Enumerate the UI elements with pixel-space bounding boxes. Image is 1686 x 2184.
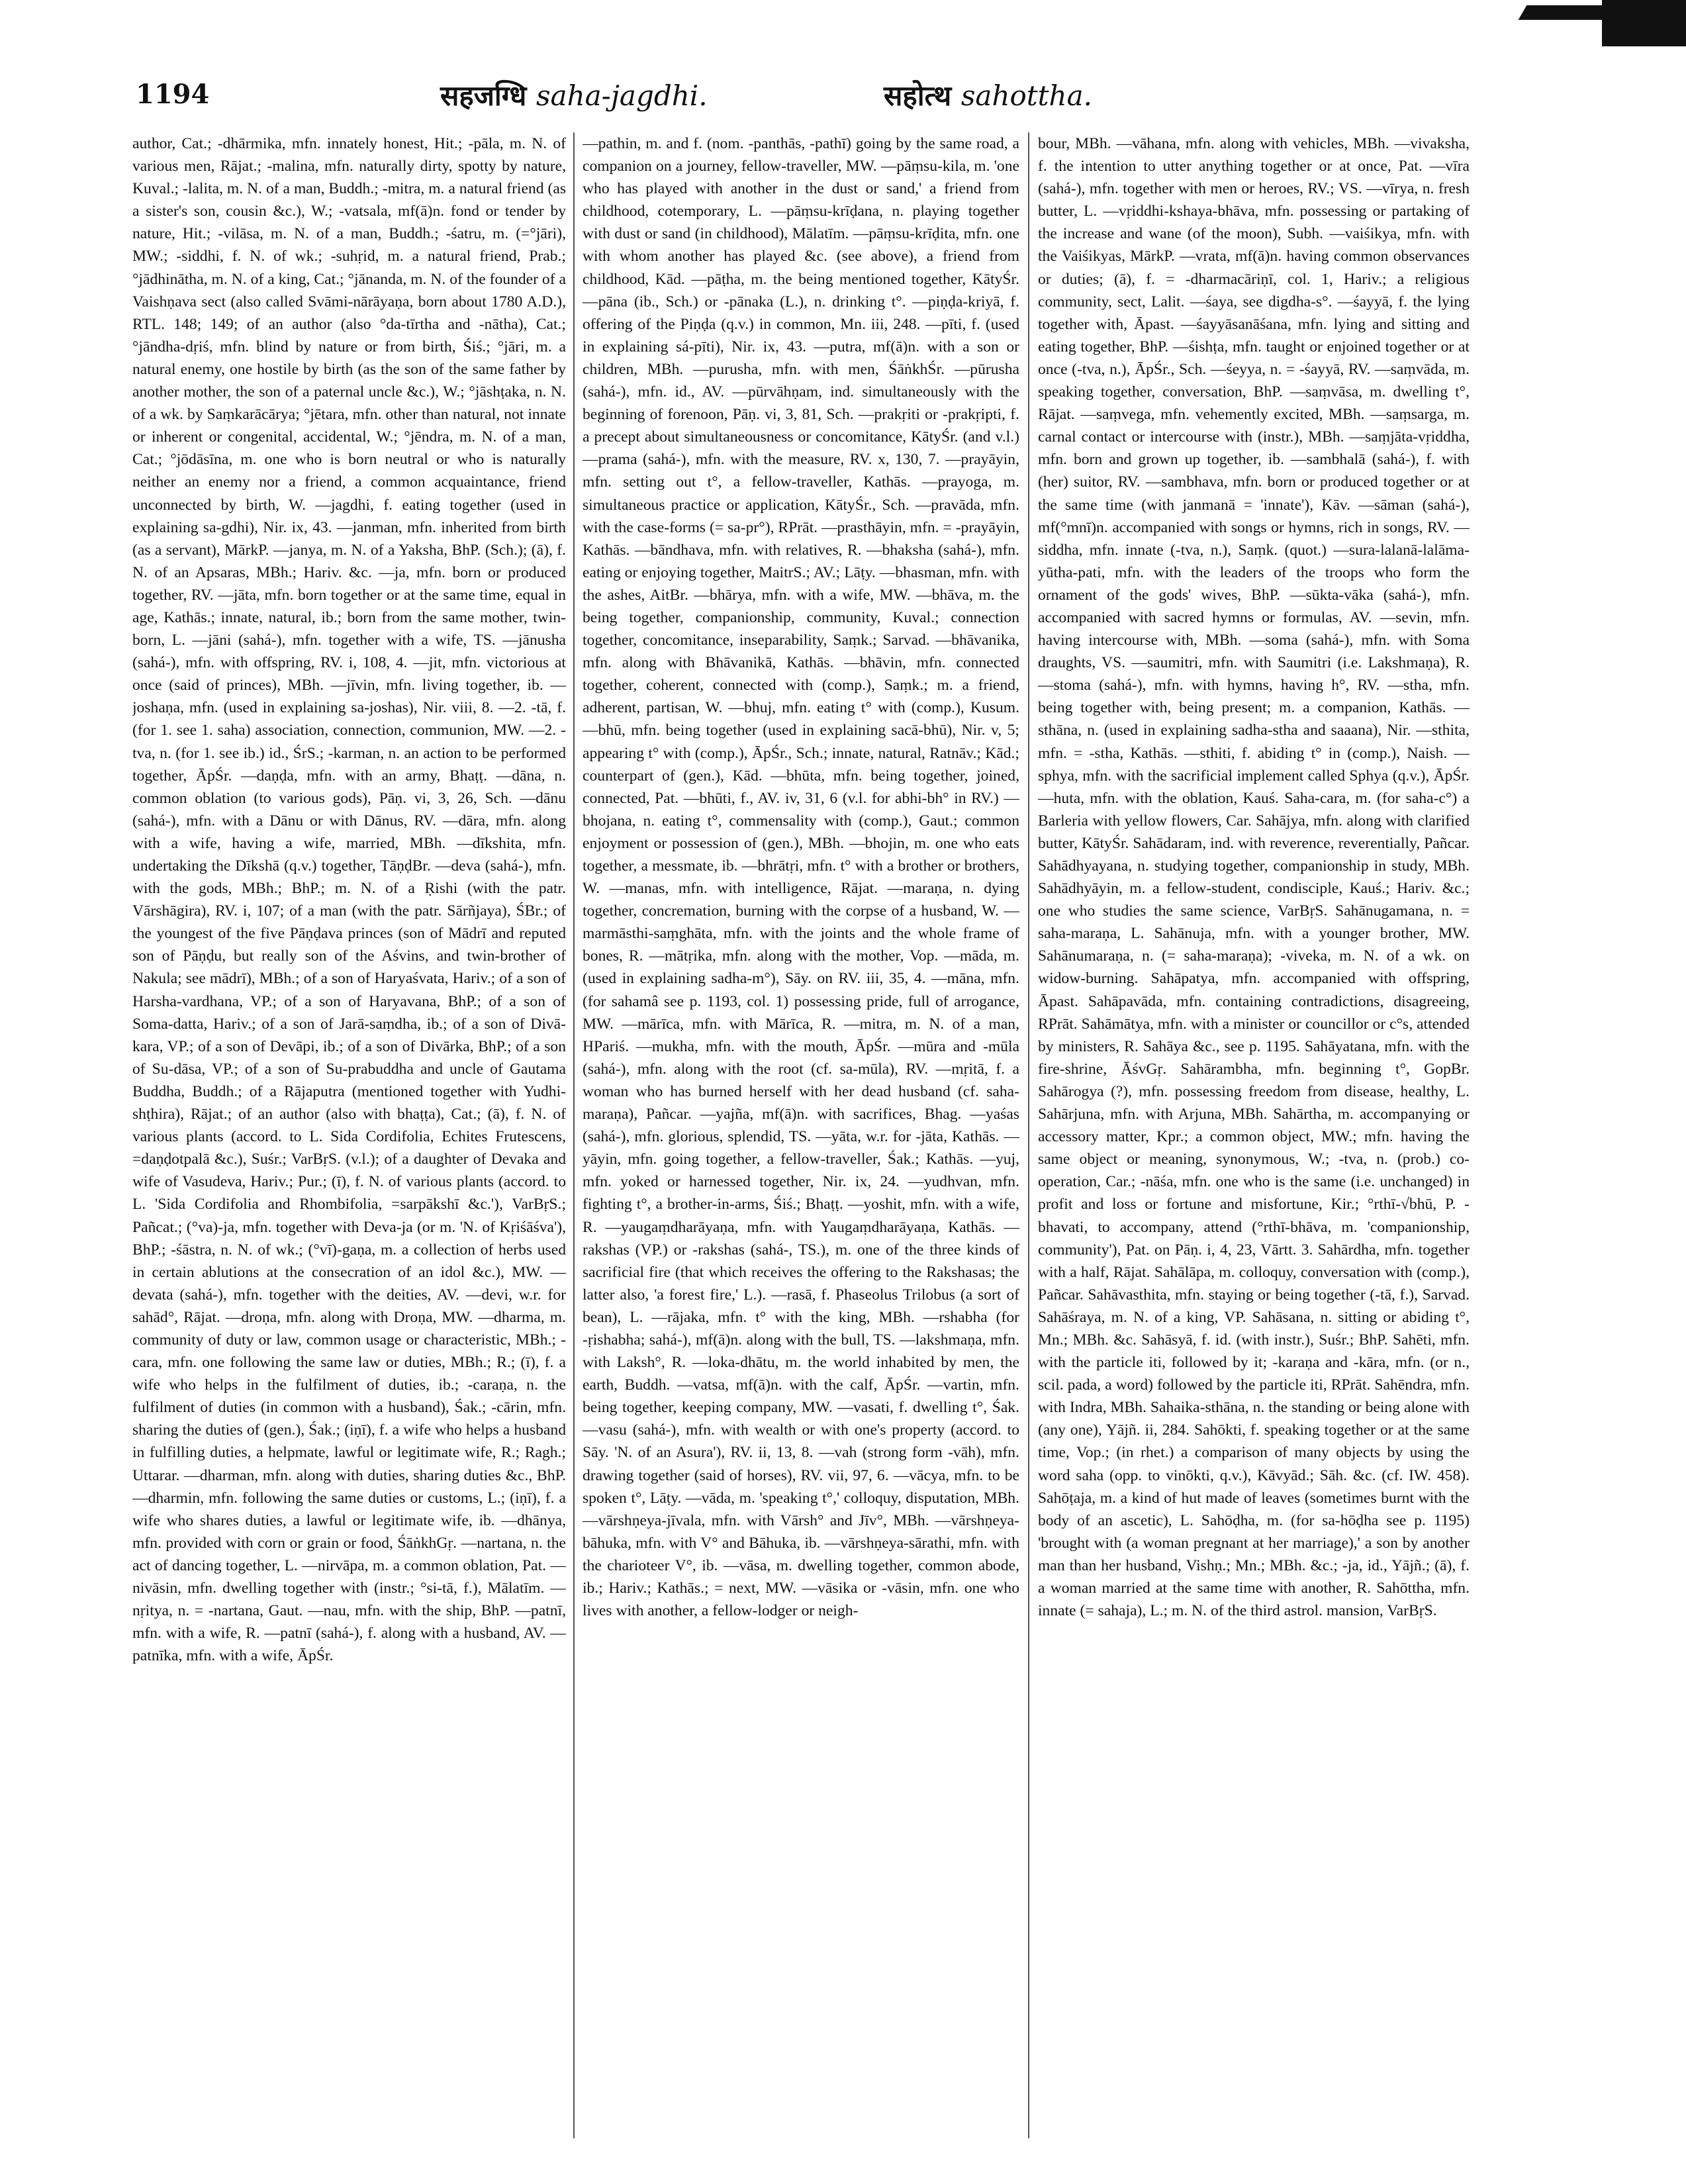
right-head-roman: sahottha. [960,79,1092,112]
column-3-text: bour, MBh. —vāhana, mfn. along with vehicles, MBh. —vivaksha, f. the intention to utter anything together or at once, Pat. —vīra (sahá-), mfn. together with men or heroes, RV.; VS. —vīrya, n. fresh butter, L. —vṛiddhi-kshaya-bhāva, mfn. possessing or partaking of the increase and wane (of the moon), Subh. —vaiśikya, mfn. with the Vaiśikyas, MārkP. —vrata, mf(ā)n. having common observances or duties; (ā), f. = -dharmacāriṇī, col. 1, Hariv.; a religious community, sect, Lalit. —śaya, see digdha-s°. —śayyā, f. the lying together with, Āpast. —śayyāsanāśana, mfn. lying and sitting and eating together, BhP. —śishṭa, mfn. taught or enjoined together or at once (-tva, n.), ĀpŚr., Sch. —śeyya, n. = -śayyā, RV. —saṃvāda, m. speaking together, conversation, BhP. —saṃvāsa, m. dwelling t°, Rājat. —saṃvega, mfn. vehemently excited, MBh. —saṃsarga, m. carnal contact or intercourse with (instr.), MBh. —saṃjāta-vṛiddha, mfn. born and grown up together, ib. —sambhalā (sahá-), f. with (her) suitor, RV. —sambhava, mfn. born or produced together or at the same time (with janmanā = 'innate'), Kāv. —sāman (sahá-), mf(°mnī)n. accompanied with songs or hymns, rich in songs, RV. —siddha, mfn. innate (-tva, n.), Saṃk. (quot.) —sura-lalanā-lalāma-yūtha-pati, mfn. with the leaders of the troops who form the ornament of the gods' wives, BhP. —sūkta-vāka (sahá-), mfn. accompanied with sacred hymns or formulas, AV. —sevin, mfn. having intercourse with, MBh. —soma (sahá-), mfn. with Soma draughts, VS. —saumitri, mfn. with Saumitri (i.e. Lakshmaṇa), R. —stoma (sahá-), mfn. with hymns, having h°, RV. —stha, mfn. being together with, being present; m. a companion, Kathās. —sthāna, n. (used in explaining sadha-stha and saaana), Nir. —sthita, mfn. = -stha, Kathās. —sthiti, f. abiding t° in (comp.), Naish. —sphya, mfn. with the sacrificial implement called Sphya (q.v.), ĀpŚr. —huta, mfn. with the oblation, Kauś. Saha-cara, m. (for saha-c°) a Barleria with yellow flowers, Car. Sahājya, mfn. along with clarified butter, KātyŚr. Sahādaram, ind. with reverence, reverentially, Pañcar. Sahādhyayana, n. studying together, companionship in study, MBh. Sahādhyāyin, m. a fellow-student, condisciple, Kauś.; Hariv. &c.; one who studies the same science, VarBṛS. Sahānugamana, n. = saha-maraṇa, L. Sahānuja, mfn. with a younger brother, MW. Sahānumaraṇa, n. (= saha-maraṇa); -viveka, m. N. of a wk. on widow-burning. Sahāpatya, mfn. accompanied with offspring, Āpast. Sahāpavāda, mfn. containing contradictions, disagreeing, RPrāt. Sahāmātya, mfn. with a minister or councillor or c°s, attended by ministers, R. Sahāya &c., see p. 1195. Sahāyatana, mfn. with the fire-shrine, ĀśvGṛ. Sahārambha, mfn. beginning t°, GopBr. Sahārogya (?), mfn. possessing freedom from disease, healthy, L. Sahārjuna, mfn. with Arjuna, MBh. Sahārtha, m. accompanying or accessory matter, Kpr.; a common object, MW.; mfn. having the same object or meaning, synonymous, W.; -tva, n. (prob.) co-operation, Car.; -nāśa, mfn. one who is the same (i.e. unchanged) in profit and loss or fortune and misfortune, Kir.; °rthī-√bhū, P. -bhavati, to accompany, attend (°rthī-bhāva, m. 'companionship, community'), Pat. on Pāṇ. i, 4, 23, Vārtt. 3. Sahārdha, mfn. together with a half, Rājat. Sahālāpa, m. colloquy, conversation with (comp.), Pañcar. Sahāvasthita, mfn. staying or being together (-tā, f.), Sarvad. Sahāśraya, m. N. of a king, VP. Sahāsana, n. sitting or abiding t°, Mn.; MBh. &c. Sahāsyā, f. id. (with instr.), Suśr.; BhP. Sahēti, mfn. with the particle iti, followed by it; -karaṇa and -kāra, mfn. (or n., scil. pada, a word) followed by the particle iti, RPrāt. Sahēndra, mfn. with Indra, MBh. Sahaika-sthāna, n. the standing or being alone with (any one), Yājñ. ii, 284. Sahōkti, f. speaking together or at the same time, Vop.; (in rhet.) a comparison of many objects by using the word saha (opp. to vinōkti, q.v.), Kāvyād.; Sāh. &c. (cf. IW. 458). Sahōṭaja, m. a kind of hut made of leaves (sometimes burnt with the body of an ascetic), L. Sahōḍha, m. (for sa-hōḍha see p. 1195) 'brought with (a woman pregnant at her marriage),' a son by another man than her husband, Vishṇ.; Mn.; MBh. &c.; -ja, id., Yājñ.; (ā), f. a woman married at the same time with another, R. Sahōttha, mfn. innate (= sahaja), L.; m. N. of the third astrol. mansion, VarBṛS. [1038,135,1470,1620]
column-rule-1 [573,132,575,2138]
page-header [136,76,1599,122]
column-rule-2 [1028,132,1029,2138]
left-head-roman: saha-jagdhi. [536,79,708,112]
column-3 [1038,132,1470,2152]
right-head-devanagari: सहोत्थ [884,79,952,112]
left-running-head [440,76,708,114]
column-1-text: author, Cat.; -dhārmika, mfn. innately honest, Hit.; -pāla, m. N. of various men, Rājat.; -malina, mfn. naturally dirty, spotty by nature, Kuval.; -lalita, m. N. of a man, Buddh.; -mitra, m. a natural friend (as a sister's son, cousin &c.), W.; -vatsala, mf(ā)n. fond or tender by nature, Hit.; -vilāsa, m. N. of a man, Buddh.; -śatru, m. (=°jāri), MW.; -siddhi, f. N. of wk.; -suhṛid, m. a natural friend, Prab.; °jādhinātha, m. N. of a king, Cat.; °jānanda, m. N. of the founder of a Vaishṇava sect (also called Svāmi-nārāyaṇa, born about 1780 A.D.), RTL. 148; 149; of an author (also °da-tīrtha and -nātha), Cat.; °jāndha-dṛiś, mfn. blind by nature or from birth, Śiś.; °jāri, m. a natural enemy, one hostile by birth (as the son of the same father by another mother, the son of a paternal uncle &c.), W.; °jāshṭaka, n. N. of a wk. by Saṃkarācārya; °jētara, mfn. other than natural, not innate or inherent or congenital, accidental, W.; °jēndra, m. N. of a man, Cat.; °jōdāsīna, m. one who is born neutral or who is naturally neither an enemy nor a friend, a common acquaintance, friend unconnected by birth, W. —jagdhi, f. eating together (used in explaining sa-gdhi), Nir. ix, 43. —janman, mfn. inherited from birth (as a servant), MārkP. —janya, m. N. of a Yaksha, BhP. (Sch.); (ā), f. N. of an Apsaras, MBh.; Hariv. &c. —ja, mfn. born or produced together, RV. —jāta, mfn. born together or at the same time, equal in age, Kathās.; innate, natural, ib.; born from the same mother, twin-born, L. —jāni (sahá-), mfn. together with a wife, TS. —jānusha (sahá-), mfn. with offspring, RV. i, 108, 4. —jit, mfn. victorious at once (said of princes), MBh. —jīvin, mfn. living together, ib. —joshaṇa, mfn. (used in explaining sa-joshas), Nir. viii, 8. —2. -tā, f. (for 1. see 1. saha) association, connection, communion, MW. —2. -tva, n. (for 1. see ib.) id., ŚrS.; -karman, n. an action to be performed together, ĀpŚr. —daṇḍa, mfn. with an army, Bhaṭṭ. —dāna, n. common oblation (to various gods), Pāṇ. vi, 3, 26, Sch. —dānu (sahá-), mfn. with a Dānu or with Dānus, RV. —dāra, mfn. along with a wife, having a wife, married, MBh. —dīkshita, mfn. undertaking the Dīkshā (q.v.) together, TāṇḍBr. —deva (sahá-), mfn. with the gods, MBh.; BhP.; m. N. of a Ṛishi (with the patr. Vārshāgira), RV. i, 107; of a man (with the patr. Sārñjaya), ŚBr.; of the youngest of the five Pāṇḍava princes (son of Mādrī and reputed son of Pāṇḍu, but really son of the Aśvins, and twin-brother of Nakula; see mādrī), MBh.; of a son of Haryaśvata, Hariv.; of a son of Harsha-vardhana, VP.; of a son of Haryavana, BhP.; of a son of Soma-datta, Hariv.; of a son of Jarā-saṃdha, ib.; of a son of Divā-kara, VP.; of a son of Devāpi, ib.; of a son of Divārka, BhP.; of a son of Su-dāsa, VP.; of a son of Su-prabuddha and uncle of Gautama Buddha, Buddh.; of a Rājaputra (mentioned together with Yudhi-shṭhira), Rājat.; of an author (also with bhaṭṭa), Cat.; (ā), f. N. of various plants (accord. to L. Sida Cordifolia, Echites Frutescens, =daṇḍotpalā &c.), Suśr.; VarBṛS. (v.l.); of a daughter of Devaka and wife of Vasudeva, Hariv.; Pur.; (ī), f. N. of various plants (accord. to L. 'Sida Cordifolia and Rhombifolia, =sarpākshī &c.'), VarBṛS.; Pañcat.; (°va)-ja, mfn. together with Deva-ja (or m. 'N. of Kṛiśāśva'), BhP.; -śāstra, n. N. of wk.; (°vī)-gaṇa, m. a collection of herbs used in certain ablutions at the consecration of an idol &c.), MW. —devata (sahá-), mfn. together with the deities, AV. —devi, w.r. for sahād°, Rājat. —droṇa, mfn. along with Droṇa, MW. —dharma, m. community of duty or law, common usage or characteristic, MBh.; -cara, mfn. one following the same law or duties, MBh.; R.; (ī), f. a wife who helps in the fulfilment of duties, ib.; -caraṇa, n. the fulfilment of duties (in common with a husband), Śak.; -cārin, mfn. sharing the duties of (gen.), Śak.; (iṇī), f. a wife who helps a husband in fulfilling duties, a helpmate, lawful or legitimate wife, R.; Ragh.; Uttarar. —dharman, mfn. along with duties, sharing duties &c., BhP. —dharmin, mfn. following the same duties or customs, L.; (iṇī), f. a wife who shares duties, a lawful or legitimate wife, ib. —dhānya, mfn. provided with corn or grain or food, ŚāṅkhGṛ. —nartana, n. the act of dancing together, L. —nirvāpa, m. a common oblation, Pat. —nivāsin, mfn. dwelling together with (instr.; °si-tā, f.), Mālatīm. —nṛitya, n. = -nartana, Gaut. —nau, mfn. with the ship, BhP. —patnī, mfn. with a wife, R. —patnī (sahá-), f. along with a husband, AV. —patnīka, mfn. with a wife, ĀpŚr. [132,135,566,1665]
right-running-head [884,76,1092,114]
column-2 [583,132,1019,2152]
column-2-text: —pathin, m. and f. (nom. -panthās, -pathī) going by the same road, a companion on a journey, fellow-traveller, MW. —pāṃsu-kila, m. 'one who has played with another in the dust or sand,' a friend from childhood, cotemporary, L. —pāṃsu-krīḍana, n. playing together with dust or sand (in childhood), Mālatīm. —pāṃsu-krīḍita, mfn. one with whom another has played &c. (see above), a friend from childhood, Kād. —pāṭha, m. the being mentioned together, KātyŚr. —pāna (ib., Sch.) or -pānaka (L.), n. drinking t°. —piṇḍa-kriyā, f. offering of the Piṇḍa (q.v.) in common, Mn. iii, 248. —pīti, f. (used in explaining sá-pīti), Nir. ix, 43. —putra, mf(ā)n. with a son or children, MBh. —purusha, mfn. with men, ŚāṅkhŚr. —pūrusha (sahá-), mfn. id., AV. —pūrvāhṇam, ind. simultaneously with the beginning of forenoon, Pāṇ. vi, 3, 81, Sch. —prakṛiti or -prakṛipti, f. a precept about simultaneousness or concomitance, KātyŚr. (and v.l.) —prama (sahá-), mfn. with the measure, RV. x, 130, 7. —prayāyin, mfn. setting out t°, a fellow-traveller, Kathās. —prayoga, m. simultaneous practice or application, KātyŚr., Sch. —pravāda, mfn. with the case-forms (= sa-pr°), RPrāt. —prasthāyin, mfn. = -prayāyin, Kathās. —bāndhava, mfn. with relatives, R. —bhaksha (sahá-), mfn. eating or enjoying together, MaitrS.; AV.; Lāṭy. —bhasman, mfn. with the ashes, AitBr. —bhārya, mfn. with a wife, MW. —bhāva, m. the being together, companionship, community, Kuval.; connection together, concomitance, inseparability, Saṃk.; Sarvad. —bhāvanika, mfn. along with Bhāvanikā, Kathās. —bhāvin, mfn. connected together, coherent, connected with (comp.), Saṃk.; m. a friend, adherent, partisan, W. —bhuj, mfn. eating t° with (comp.), Kusum. —bhū, mfn. being together (used in explaining sacā-bhū), Nir. v, 5; appearing t° with (comp.), ĀpŚr., Sch.; innate, natural, Ratnāv.; Kād.; counterpart of (gen.), Kād. —bhūta, mfn. being together, joined, connected, Pat. —bhūti, f., AV. iv, 31, 6 (v.l. for abhi-bh° in RV.) —bhojana, n. eating t°, commensality with (comp.), Gaut.; common enjoyment or possession of (gen.), MBh. —bhojin, m. one who eats together, a messmate, ib. —bhrātṛi, mfn. t° with a brother or brothers, W. —manas, mfn. with intelligence, Rājat. —maraṇa, n. dying together, concremation, burning with the corpse of a husband, W. —marmāsthi-saṃghāta, mfn. with the joints and the whole frame of bones, R. —mātṛika, mfn. along with the mother, Vop. —māda, m. (used in explaining sadha-m°), Sāy. on RV. iii, 35, 4. —māna, mfn. (for sahamâ see p. 1193, col. 1) possessing pride, full of arrogance, MW. —mārīca, mfn. with Mārīca, R. —mitra, m. N. of a man, HPariś. —mukha, mfn. with the mouth, ĀpŚr. —mūra and -mūla (sahá-), mfn. along with the root (cf. sa-mūla), RV. —mṛitā, f. a woman who has burned herself with her dead husband (cf. saha-maraṇa), Pañcar. —yajña, mf(ā)n. with sacrifices, Bhag. —yaśas (sahá-), mfn. glorious, splendid, TS. —yāta, w.r. for -jāta, Kathās. —yāyin, mfn. going together, a fellow-traveller, Śak.; Kathās. —yuj, mfn. yoked or harnessed together, Nir. ix, 24. —yudhvan, mfn. fighting t°, a brother-in-arms, Śiś.; Bhaṭṭ. —yoshit, mfn. with a wife, R. —yaugaṃdharāyaṇa, mfn. with Yaugaṃdharāyaṇa, Kathās. —rakshas (VP.) or -rakshas (sahá-, TS.), m. one of the three kinds of sacrificial fire (that which receives the offering to the Rakshasas; the latter also, 'a forest fire,' L.). —rasā, f. Phaseolus Trilobus (a sort of bean), L. —rājaka, mfn. t° with the king, MBh. —rshabha (for -ṛishabha; sahá-), mf(ā)n. along with the bull, TS. —lakshmaṇa, mfn. with Laksh°, R. —loka-dhātu, m. the world inhabited by men, the earth, Buddh. —vatsa, mf(ā)n. with the calf, ĀpŚr. —vartin, mfn. being together, keeping company, MW. —vasati, f. dwelling t°, Śak. —vasu (sahá-), mfn. with wealth or with one's property (accord. to Sāy. 'N. of an Asura'), RV. ii, 13, 8. —vah (strong form -vāh), mfn. drawing together (said of horses), RV. vii, 97, 6. —vācya, mfn. to be spoken t°, Lāṭy. —vāda, m. 'speaking t°,' colloquy, disputation, MBh. —vārshṇeya-jīvala, mfn. with Vārsh° and Jīv°, MBh. —vārshṇeya-bāhuka, mfn. with V° and Bāhuka, ib. —vārshṇeya-sārathi, mfn. with the charioteer V°, ib. —vāsa, m. dwelling together, common abode, ib.; Hariv.; Kathās.; = next, MW. —vāsika or -vāsin, mfn. one who lives with another, a fellow-lodger or neigh- [583,135,1019,1620]
page-number: 1194 [136,79,210,110]
scan-edge-mark [1602,0,1686,46]
left-head-devanagari: सहजग्धि [440,79,527,112]
column-1 [132,132,566,2152]
